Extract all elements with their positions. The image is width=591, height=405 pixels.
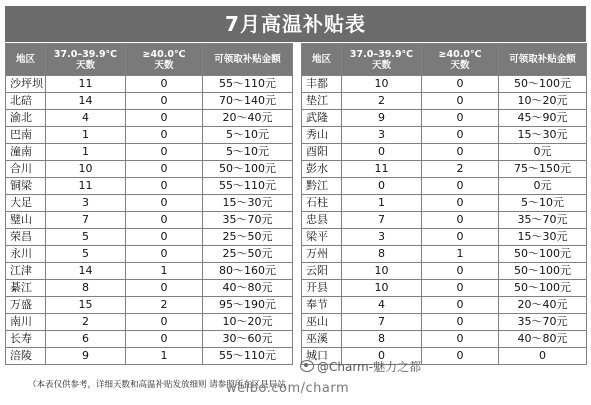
cell-zone: 武隆 bbox=[302, 110, 342, 127]
cell-days-37: 5 bbox=[46, 229, 126, 246]
cell-days-37: 10 bbox=[342, 76, 422, 93]
table-row bbox=[6, 76, 293, 93]
cell-zone: 开县 bbox=[302, 280, 342, 297]
cell-zone: 北碚 bbox=[6, 93, 46, 110]
cell-allowance: 45～90元 bbox=[499, 110, 587, 127]
cell-zone: 万州 bbox=[302, 246, 342, 263]
table-row bbox=[6, 195, 293, 212]
cell-days-37: 10 bbox=[342, 280, 422, 297]
cell-days-40: 0 bbox=[126, 246, 203, 263]
cell-days-37: 4 bbox=[342, 297, 422, 314]
cell-days-40: 1 bbox=[126, 348, 203, 365]
cell-days-37: 15 bbox=[46, 297, 126, 314]
table-row bbox=[302, 144, 587, 161]
cell-days-40: 0 bbox=[422, 297, 499, 314]
cell-zone: 铜梁 bbox=[6, 178, 46, 195]
cell-days-40: 2 bbox=[422, 161, 499, 178]
cell-days-37: 6 bbox=[46, 331, 126, 348]
cell-days-40: 0 bbox=[422, 314, 499, 331]
cell-allowance: 10～20元 bbox=[499, 93, 587, 110]
cell-days-40: 1 bbox=[422, 246, 499, 263]
header-days-40-range: ≥40.0℃ bbox=[142, 48, 186, 60]
header-days-37-range: 37.0–39.9℃ bbox=[53, 48, 118, 60]
cell-allowance: 50～100元 bbox=[499, 263, 587, 280]
cell-allowance: 0元 bbox=[499, 178, 587, 195]
table-header-row bbox=[302, 44, 587, 76]
cell-days-37: 8 bbox=[342, 246, 422, 263]
cell-days-37: 9 bbox=[342, 110, 422, 127]
cell-days-37: 0 bbox=[342, 144, 422, 161]
cell-days-37: 3 bbox=[342, 127, 422, 144]
cell-zone: 彭水 bbox=[302, 161, 342, 178]
cell-days-40: 0 bbox=[126, 93, 203, 110]
cell-days-37: 1 bbox=[46, 144, 126, 161]
table-row bbox=[6, 127, 293, 144]
cell-zone: 潼南 bbox=[6, 144, 46, 161]
table-row bbox=[6, 144, 293, 161]
cell-allowance: 35～70元 bbox=[499, 314, 587, 331]
cell-allowance: 50～100元 bbox=[203, 161, 293, 178]
cell-allowance: 0 bbox=[499, 348, 587, 365]
cell-days-40: 0 bbox=[126, 212, 203, 229]
table-row bbox=[6, 178, 293, 195]
document-title: 7月高温补贴表 bbox=[5, 6, 586, 42]
cell-allowance: 15～30元 bbox=[499, 127, 587, 144]
cell-allowance: 50～100元 bbox=[499, 246, 587, 263]
cell-zone: 璧山 bbox=[6, 212, 46, 229]
table-row bbox=[6, 314, 293, 331]
table-row bbox=[302, 246, 587, 263]
cell-zone: 綦江 bbox=[6, 280, 46, 297]
cell-zone: 渝北 bbox=[6, 110, 46, 127]
cell-days-37: 7 bbox=[46, 212, 126, 229]
cell-days-40: 0 bbox=[422, 76, 499, 93]
cell-allowance: 55～110元 bbox=[203, 348, 293, 365]
cell-zone: 黔江 bbox=[302, 178, 342, 195]
cell-days-40: 1 bbox=[126, 263, 203, 280]
cell-days-40: 0 bbox=[422, 93, 499, 110]
table-row bbox=[302, 280, 587, 297]
header-days-40 bbox=[422, 44, 499, 76]
cell-allowance: 0元 bbox=[499, 144, 587, 161]
header-zone: 地区 bbox=[6, 44, 46, 76]
cell-zone: 丰都 bbox=[302, 76, 342, 93]
cell-days-40: 0 bbox=[126, 331, 203, 348]
header-days-37-unit: 天数 bbox=[75, 59, 95, 71]
cell-days-40: 0 bbox=[422, 331, 499, 348]
cell-zone: 城口 bbox=[302, 348, 342, 365]
cell-zone: 永川 bbox=[6, 246, 46, 263]
cell-days-37: 9 bbox=[46, 348, 126, 365]
weibo-icon bbox=[300, 360, 314, 372]
cell-days-40: 0 bbox=[422, 263, 499, 280]
watermark-handle bbox=[300, 358, 421, 375]
cell-zone: 巫山 bbox=[302, 314, 342, 331]
cell-days-40: 0 bbox=[422, 144, 499, 161]
cell-zone: 秀山 bbox=[302, 127, 342, 144]
table-row bbox=[6, 331, 293, 348]
cell-days-40: 0 bbox=[422, 127, 499, 144]
footnote: （本表仅供参考，详细天数和高温补贴发放细则 请参照所在区县局站 bbox=[28, 380, 286, 390]
cell-days-37: 14 bbox=[46, 93, 126, 110]
table-row bbox=[302, 195, 587, 212]
cell-days-40: 0 bbox=[126, 76, 203, 93]
table-row bbox=[302, 331, 587, 348]
cell-allowance: 5～10元 bbox=[203, 144, 293, 161]
table-row bbox=[6, 280, 293, 297]
cell-allowance: 55～110元 bbox=[203, 178, 293, 195]
cell-days-40: 0 bbox=[422, 280, 499, 297]
cell-allowance: 40～80元 bbox=[203, 280, 293, 297]
table-row bbox=[6, 246, 293, 263]
cell-allowance: 55～110元 bbox=[203, 76, 293, 93]
cell-zone: 酉阳 bbox=[302, 144, 342, 161]
cell-days-40: 0 bbox=[126, 314, 203, 331]
cell-allowance: 25～50元 bbox=[203, 246, 293, 263]
cell-allowance: 20～40元 bbox=[203, 110, 293, 127]
table-row bbox=[6, 93, 293, 110]
cell-days-40: 0 bbox=[422, 178, 499, 195]
cell-allowance: 25～50元 bbox=[203, 229, 293, 246]
table-row bbox=[6, 263, 293, 280]
cell-allowance: 70～140元 bbox=[203, 93, 293, 110]
cell-zone: 万盛 bbox=[6, 297, 46, 314]
cell-days-37: 1 bbox=[46, 127, 126, 144]
cell-days-40: 0 bbox=[126, 178, 203, 195]
cell-days-40: 0 bbox=[422, 195, 499, 212]
table-row bbox=[302, 297, 587, 314]
header-days-40-range: ≥40.0℃ bbox=[438, 48, 482, 60]
cell-days-40: 0 bbox=[422, 212, 499, 229]
cell-days-37: 0 bbox=[342, 178, 422, 195]
cell-days-37: 3 bbox=[342, 229, 422, 246]
table-row bbox=[6, 110, 293, 127]
table-row bbox=[302, 229, 587, 246]
cell-days-40: 0 bbox=[126, 144, 203, 161]
cell-days-37: 11 bbox=[46, 76, 126, 93]
cell-days-37: 8 bbox=[46, 280, 126, 297]
cell-allowance: 95～190元 bbox=[203, 297, 293, 314]
allowance-table-left bbox=[5, 43, 293, 365]
cell-days-37: 2 bbox=[342, 93, 422, 110]
cell-days-37: 4 bbox=[46, 110, 126, 127]
allowance-table-right bbox=[301, 43, 587, 365]
table-header-row bbox=[6, 44, 293, 76]
cell-zone: 沙坪坝 bbox=[6, 76, 46, 93]
right-table-body bbox=[302, 76, 587, 365]
table-row bbox=[302, 93, 587, 110]
cell-zone: 奉节 bbox=[302, 297, 342, 314]
table-row bbox=[6, 297, 293, 314]
table-row bbox=[302, 178, 587, 195]
cell-days-37: 7 bbox=[342, 314, 422, 331]
table-row bbox=[6, 348, 293, 365]
cell-allowance: 50～100元 bbox=[499, 280, 587, 297]
cell-days-40: 0 bbox=[126, 195, 203, 212]
cell-zone: 荣昌 bbox=[6, 229, 46, 246]
table-row bbox=[6, 229, 293, 246]
cell-days-37: 7 bbox=[342, 212, 422, 229]
header-allowance: 可领取补贴金额 bbox=[499, 44, 587, 76]
cell-days-37: 3 bbox=[46, 195, 126, 212]
table-row bbox=[302, 161, 587, 178]
cell-allowance: 50～100元 bbox=[499, 76, 587, 93]
header-days-40-unit: 天数 bbox=[450, 59, 470, 71]
header-zone: 地区 bbox=[302, 44, 342, 76]
cell-zone: 云阳 bbox=[302, 263, 342, 280]
cell-zone: 梁平 bbox=[302, 229, 342, 246]
cell-allowance: 15～30元 bbox=[499, 229, 587, 246]
table-row bbox=[302, 127, 587, 144]
table-row bbox=[6, 161, 293, 178]
watermark-handle-text: @Charm-魅力之都 bbox=[317, 360, 422, 374]
cell-days-37: 5 bbox=[46, 246, 126, 263]
cell-days-37: 10 bbox=[342, 263, 422, 280]
cell-zone: 石柱 bbox=[302, 195, 342, 212]
cell-days-40: 0 bbox=[126, 280, 203, 297]
left-table-body bbox=[6, 76, 293, 365]
cell-zone: 巴南 bbox=[6, 127, 46, 144]
cell-allowance: 5～10元 bbox=[499, 195, 587, 212]
cell-days-40: 0 bbox=[422, 110, 499, 127]
table-row bbox=[302, 76, 587, 93]
cell-days-37: 11 bbox=[46, 178, 126, 195]
header-days-37-unit: 天数 bbox=[371, 59, 391, 71]
cell-days-40: 0 bbox=[422, 348, 499, 365]
header-days-37-range: 37.0–39.9℃ bbox=[349, 48, 414, 60]
cell-allowance: 30～60元 bbox=[203, 331, 293, 348]
header-days-37 bbox=[342, 44, 422, 76]
cell-days-37: 11 bbox=[342, 161, 422, 178]
cell-days-37: 0 bbox=[342, 348, 422, 365]
cell-zone: 南川 bbox=[6, 314, 46, 331]
cell-zone: 大足 bbox=[6, 195, 46, 212]
cell-allowance: 80～160元 bbox=[203, 263, 293, 280]
cell-allowance: 75～150元 bbox=[499, 161, 587, 178]
cell-days-37: 2 bbox=[46, 314, 126, 331]
cell-zone: 江津 bbox=[6, 263, 46, 280]
cell-allowance: 40～80元 bbox=[499, 331, 587, 348]
cell-zone: 合川 bbox=[6, 161, 46, 178]
cell-zone: 垫江 bbox=[302, 93, 342, 110]
cell-allowance: 10～20元 bbox=[203, 314, 293, 331]
table-row bbox=[302, 212, 587, 229]
right-table-panel bbox=[301, 43, 587, 365]
cell-zone: 巫溪 bbox=[302, 331, 342, 348]
table-row bbox=[6, 212, 293, 229]
header-days-40-unit: 天数 bbox=[154, 59, 174, 71]
cell-allowance: 5～10元 bbox=[203, 127, 293, 144]
cell-days-37: 10 bbox=[46, 161, 126, 178]
cell-allowance: 15～30元 bbox=[203, 195, 293, 212]
cell-days-40: 0 bbox=[126, 127, 203, 144]
cell-allowance: 20～40元 bbox=[499, 297, 587, 314]
cell-zone: 忠县 bbox=[302, 212, 342, 229]
cell-days-37: 14 bbox=[46, 263, 126, 280]
cell-allowance: 35～70元 bbox=[499, 212, 587, 229]
cell-zone: 涪陵 bbox=[6, 348, 46, 365]
cell-days-40: 2 bbox=[126, 297, 203, 314]
cell-days-40: 0 bbox=[126, 161, 203, 178]
table-row bbox=[302, 263, 587, 280]
cell-zone: 长寿 bbox=[6, 331, 46, 348]
header-days-37 bbox=[46, 44, 126, 76]
cell-days-40: 0 bbox=[126, 110, 203, 127]
table-row bbox=[302, 314, 587, 331]
cell-allowance: 35～70元 bbox=[203, 212, 293, 229]
watermark-url: weibo.com/charm bbox=[226, 381, 350, 396]
cell-days-37: 8 bbox=[342, 331, 422, 348]
cell-days-37: 1 bbox=[342, 195, 422, 212]
header-allowance: 可领取补贴金额 bbox=[203, 44, 293, 76]
table-row bbox=[302, 110, 587, 127]
header-days-40 bbox=[126, 44, 203, 76]
left-table-panel bbox=[5, 43, 293, 365]
cell-days-40: 0 bbox=[422, 229, 499, 246]
cell-days-40: 0 bbox=[126, 229, 203, 246]
